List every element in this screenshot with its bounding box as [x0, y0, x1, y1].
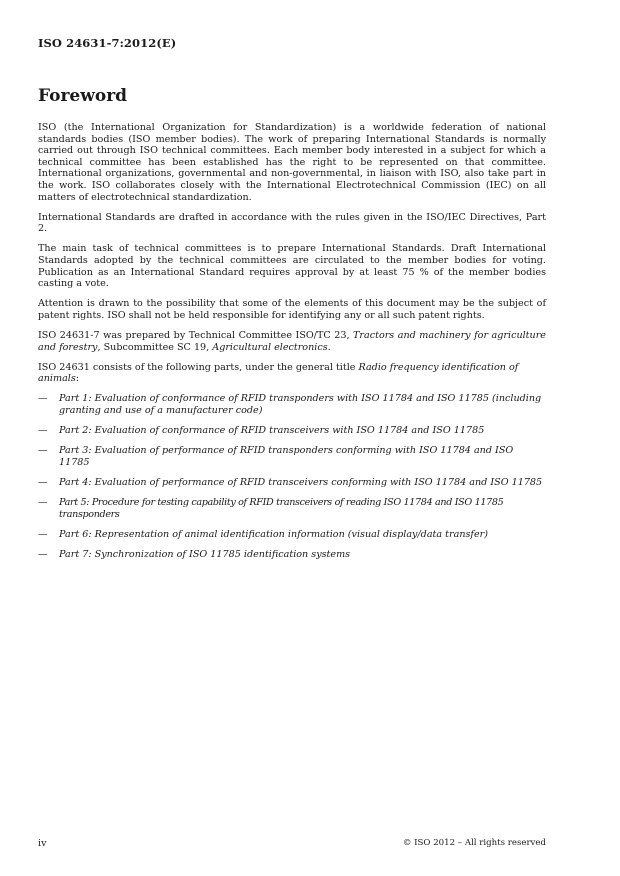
list-item — [38, 445, 546, 468]
list-item — [38, 393, 546, 416]
parts-intro-text-1: ISO 24631 consists of the following parts, under the general title — [38, 361, 359, 373]
list-dash: — — [38, 445, 48, 457]
copyright-notice: © ISO 2012 – All rights reserved — [402, 838, 546, 848]
list-item — [38, 549, 546, 561]
list-dash: — — [38, 425, 48, 437]
list-item — [38, 425, 546, 437]
part-title: Part 3: Evaluation of performance of RFID transponders conforming with ISO 11784 and ISO 11785 — [59, 445, 514, 468]
document-identifier: ISO 24631-7:2012(E) — [38, 36, 177, 50]
paragraph-directives: International Standards are drafted in accordance with the rules given in the ISO/IEC Directives, Part 2. — [38, 211, 546, 235]
part-title: Part 2: Evaluation of conformance of RFID transceivers with ISO 11784 and ISO 11785 — [59, 425, 485, 437]
subcommittee-title: Agricultural electronics — [212, 341, 328, 353]
part-title: Part 4: Evaluation of performance of RFID transceivers conforming with ISO 11784 and ISO 11785 — [59, 477, 543, 489]
part-title: Part 1: Evaluation of conformance of RFID transponders with ISO 11784 and ISO 11785 (including granting and use of a manufacturer code) — [59, 393, 542, 416]
parts-intro-text-2: : — [75, 373, 80, 385]
part-title: Part 5: Procedure for testing capability of RFID transceivers of reading ISO 11784 and ISO 11785 transponders — [59, 497, 504, 520]
page-number: iv — [38, 838, 47, 849]
page-title: Foreword — [38, 86, 128, 106]
list-dash: — — [38, 529, 48, 540]
foreword-body — [38, 122, 546, 569]
list-item — [38, 529, 546, 541]
paragraph-iso-overview: ISO (the International Organization for Standardization) is a worldwide federation of national standards bodies (ISO member bodies). The work of preparing International Standards is normally carried out through ISO technical committees. Each member body interested in a subject for which a technical committee has been established has the right to be represented on that committee. International organizations, governmental and non-governmental, in liaison with ISO, also take part in the work. ISO collaborates closely with the International Electrotechnical Commission (IEC) on all matters of electrotechnical standardization. — [38, 122, 546, 203]
prepared-by-text-3: . — [327, 341, 331, 353]
paragraph-parts-intro — [38, 362, 546, 385]
prepared-by-text-1: ISO 24631-7 was prepared by Technical Committee ISO/TC 23, — [38, 329, 354, 341]
paragraph-patent-rights: Attention is drawn to the possibility that some of the elements of this document may be the subject of patent rights. ISO shall not be held responsible for identifying any or all such patent rights. — [38, 298, 546, 321]
part-title: Part 6: Representation of animal identification information (visual display/data transfer) — [59, 529, 488, 540]
paragraph-prepared-by — [38, 330, 546, 353]
paragraph-technical-committees: The main task of technical committees is to prepare International Standards. Draft International Standards adopted by the technical committees are circulated to the member bodies for voting. Publication as an International Standard requires approval by at least 75 % of the member bodies casting a vote. — [38, 243, 546, 290]
list-dash: — — [38, 393, 48, 405]
list-dash: — — [38, 497, 48, 509]
general-title: Radio frequency identification of animals — [38, 361, 519, 385]
list-dash: — — [38, 477, 48, 489]
list-item — [38, 497, 546, 520]
committee-title: Tractors and machinery for agriculture and forestry — [38, 329, 546, 353]
list-item — [38, 477, 546, 489]
prepared-by-text-2: , Subcommittee SC 19, — [97, 341, 213, 353]
part-title: Part 7: Synchronization of ISO 11785 identification systems — [59, 549, 351, 561]
list-dash: — — [38, 549, 48, 561]
parts-list — [38, 393, 546, 561]
